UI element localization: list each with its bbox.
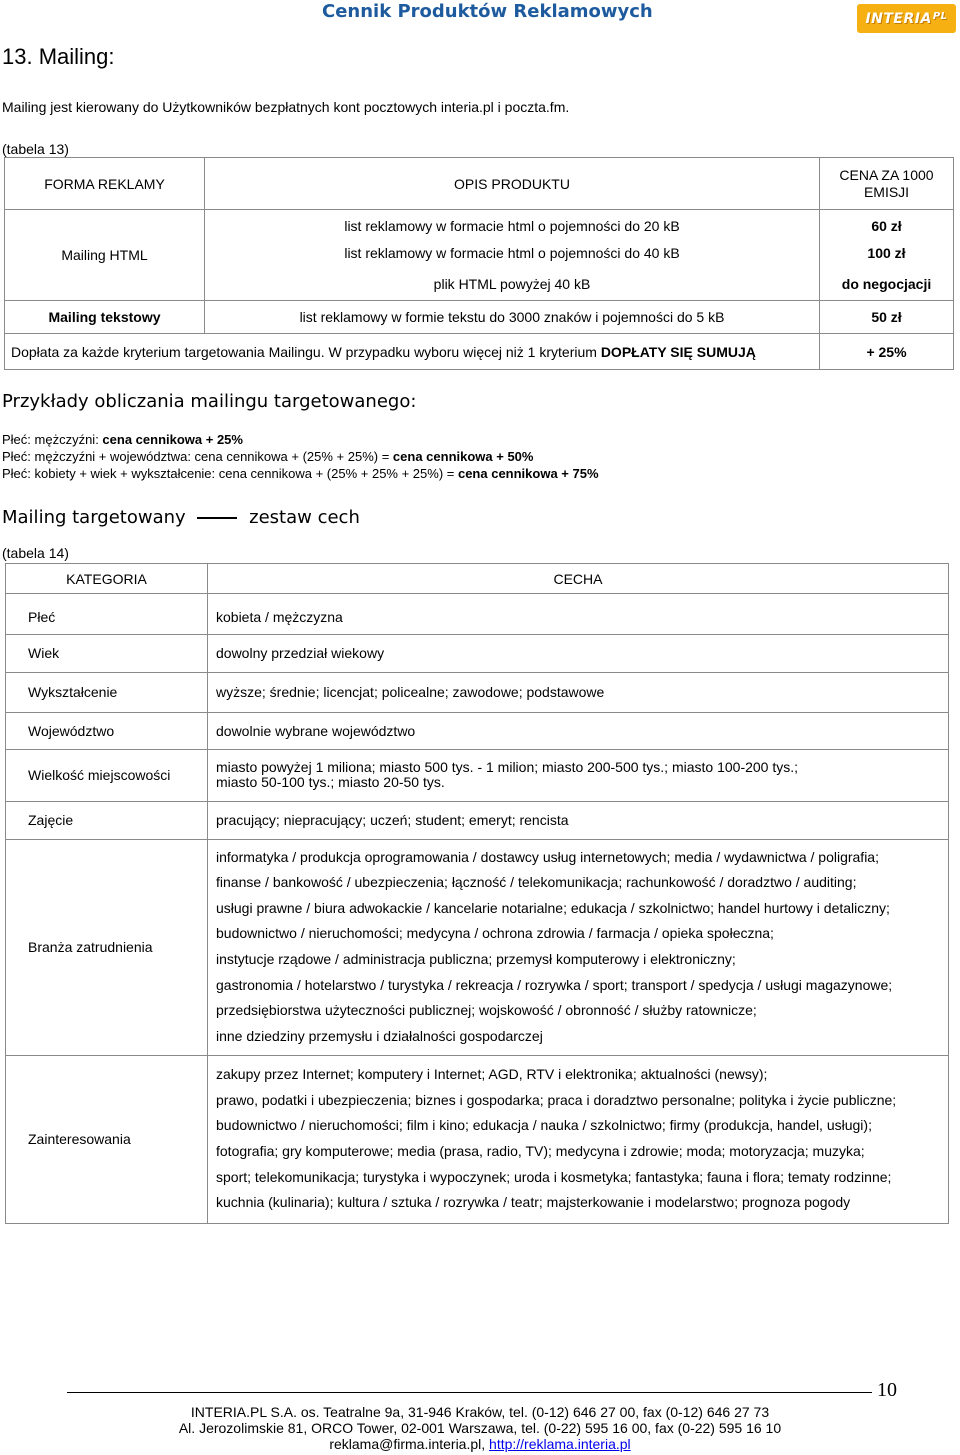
html-row-1-price: 60 zł (820, 210, 954, 239)
feature-branza (208, 839, 949, 1055)
html-row-3-desc: plik HTML powyżej 40 kB (205, 268, 820, 301)
category-wielkosc: Wielkość miejscowości (6, 749, 208, 801)
html-row-1-desc: list reklamowy w formacie html o pojemności do 20 kB (205, 210, 820, 239)
header-price: CENA ZA 1000 EMISJI (820, 158, 954, 210)
table13-caption: (tabela 13) (2, 141, 69, 157)
category-wiek: Wiek (6, 634, 208, 672)
footer-url-link[interactable]: http://reklama.interia.pl (489, 1436, 631, 1452)
surcharge-normal: Dopłata za każde kryterium targetowania Mailingu. W przypadku wyboru więcej niż 1 kryterium (11, 343, 601, 360)
feature-plec: kobieta / mężczyzna (208, 600, 949, 634)
feature-line: przedsiębiorstwa użyteczności publicznej; wojskowość / obronność / służby ratownicze; (216, 1002, 757, 1019)
footer-address-krakow: INTERIA.PL S.A. os. Teatralne 9a, 31-946 Kraków, tel. (0-12) 646 27 00, fax (0-12) 646 27 73 (190, 1404, 770, 1420)
feature-line: gastronomia / hotelarstwo / turystyka / rekreacja / rozrywka / sport; transport / spedycja / usługi magazynowe; (216, 976, 893, 993)
feature-lines (216, 1062, 944, 1216)
footer-address-warszawa: Al. Jerozolimskie 81, ORCO Tower, 02-001 Warszawa, tel. (0-22) 595 16 00, fax (0-22) 595 16 10 (178, 1420, 782, 1436)
category-wyksztalcenie: Wykształcenie (6, 672, 208, 712)
html-row-3-price: do negocjacji (820, 268, 954, 301)
feature-line: usługi prawne / biura adwokackie / kancelarie notarialne; edukacja / szkolnictwo; handel hurtowy i detaliczny; (216, 899, 890, 916)
category-wojewodztwo: Województwo (6, 712, 208, 749)
header-form: FORMA REKLAMY (5, 158, 205, 210)
footer-contact (0, 1436, 960, 1452)
feature-wiek: dowolny przedział wiekowy (208, 634, 949, 672)
mailing-text-desc: list reklamowy w formie tekstu do 3000 znaków i pojemności do 5 kB (205, 301, 820, 334)
footer-divider (67, 1392, 872, 1393)
intro-text: Mailing jest kierowany do Użytkowników bezpłatnych kont pocztowych interia.pl i poczta.fm. (2, 99, 570, 115)
examples-heading: Przykłady obliczania mailingu targetowanego: (2, 391, 417, 412)
section-title: 13. Mailing: (2, 44, 115, 69)
interia-logo (857, 4, 956, 33)
category-plec: Płeć (6, 600, 208, 634)
mailing-text-price: 50 zł (820, 301, 954, 334)
logo-suffix: PL (932, 10, 948, 22)
html-row-2-price: 100 zł (820, 239, 954, 268)
feature-lines (216, 845, 944, 1050)
feature-line: informatyka / produkcja oprogramowania / dostawcy usług internetowych; media / wydawnictwa / poligrafia; (216, 848, 879, 865)
feature-zainteresowania (208, 1055, 949, 1223)
table14-caption: (tabela 14) (2, 545, 69, 561)
feature-line: miasto 50-100 tys.; miasto 20-50 tys. (216, 774, 445, 790)
category-branza: Branża zatrudnienia (6, 839, 208, 1055)
feature-line: fotografia; gry komputerowe; media (prasa, radio, TV); medycyna i zdrowie; moda; motoryzacja; muzyka; (216, 1143, 865, 1159)
feature-wielkosc (208, 749, 949, 801)
header-category: KATEGORIA (6, 564, 208, 594)
example-line-1: Płeć: mężczyźni: cena cennikowa + 25% (2, 432, 243, 447)
feature-line: miasto powyżej 1 miliona; miasto 500 tys. - 1 milion; miasto 200-500 tys.; miasto 100-200 tys.; (216, 759, 799, 775)
feature-line: kuchnia (kulinaria); kultura / sztuka / rozrywka / teatr; majsterkowanie i modelarstwo; prognoza pogody (216, 1194, 851, 1211)
mailing-text-label: Mailing tekstowy (5, 301, 205, 334)
targeting-heading: Mailing targetowany zestaw cech (2, 507, 360, 528)
feature-wyksztalcenie: wyższe; średnie; licencjat; policealne; zawodowe; podstawowe (208, 672, 949, 712)
feature-line: prawo, podatki i ubezpieczenia; biznes i gospodarka; praca i doradztwo personalne; polityka i życie publiczne; (216, 1091, 897, 1108)
page-number: 10 (877, 1379, 897, 1401)
feature-zajecie: pracujący; niepracujący; uczeń; student; emeryt; rencista (208, 801, 949, 839)
surcharge-price: + 25% (820, 334, 954, 370)
feature-line: budownictwo / nieruchomości; medycyna / ochrona zdrowia / farmacja / opieka społeczna; (216, 925, 774, 942)
surcharge-bold: DOPŁATY SIĘ SUMUJĄ (600, 343, 756, 360)
surcharge-text (5, 334, 820, 370)
example-line-3: Płeć: kobiety + wiek + wykształcenie: cena cennikowa + (25% + 25% + 25%) = cena cennikowa + 75% (2, 466, 599, 481)
logo-text: INTERIA (865, 10, 932, 27)
header-desc: OPIS PRODUKTU (205, 158, 820, 210)
feature-line: sport; telekomunikacja; turystyka i wypoczynek; uroda i kosmetyka; fantastyka; fauna i flora; tematy rodzinne; (216, 1168, 892, 1185)
feature-line: finanse / bankowość / ubezpieczenia; łączność / telekomunikacja; rachunkowość / doradztwo / auditing; (216, 874, 857, 891)
html-row-2-desc: list reklamowy w formacie html o pojemności do 40 kB (205, 239, 820, 268)
feature-line: inne dziedziny przemysłu i działalności gospodarczej (216, 1027, 543, 1044)
feature-wojewodztwo: dowolnie wybrane województwo (208, 712, 949, 749)
document-title: Cennik Produktów Reklamowych (322, 1, 653, 22)
footer-email: reklama@firma.interia.pl, (329, 1436, 490, 1452)
example-line-2: Płeć: mężczyźni + województwa: cena cennikowa + (25% + 25%) = cena cennikowa + 50% (2, 449, 534, 464)
feature-line: instytucje rządowe / administracja publiczna; przemysł komputerowy i elektroniczny; (216, 951, 736, 967)
targeting-table (5, 563, 949, 1224)
mailing-html-label: Mailing HTML (5, 210, 205, 301)
header-feature: CECHA (208, 564, 949, 594)
feature-line: zakupy przez Internet; komputery i Internet; AGD, RTV i elektronika; aktualności (newsy); (216, 1066, 768, 1083)
pricing-table (4, 157, 954, 370)
feature-line: budownictwo / nieruchomości; film i kino; edukacja / nauka / szkolnictwo; firmy (produkcja, handel, usługi); (216, 1117, 872, 1134)
category-zajecie: Zajęcie (6, 801, 208, 839)
category-zainteresowania: Zainteresowania (6, 1055, 208, 1223)
